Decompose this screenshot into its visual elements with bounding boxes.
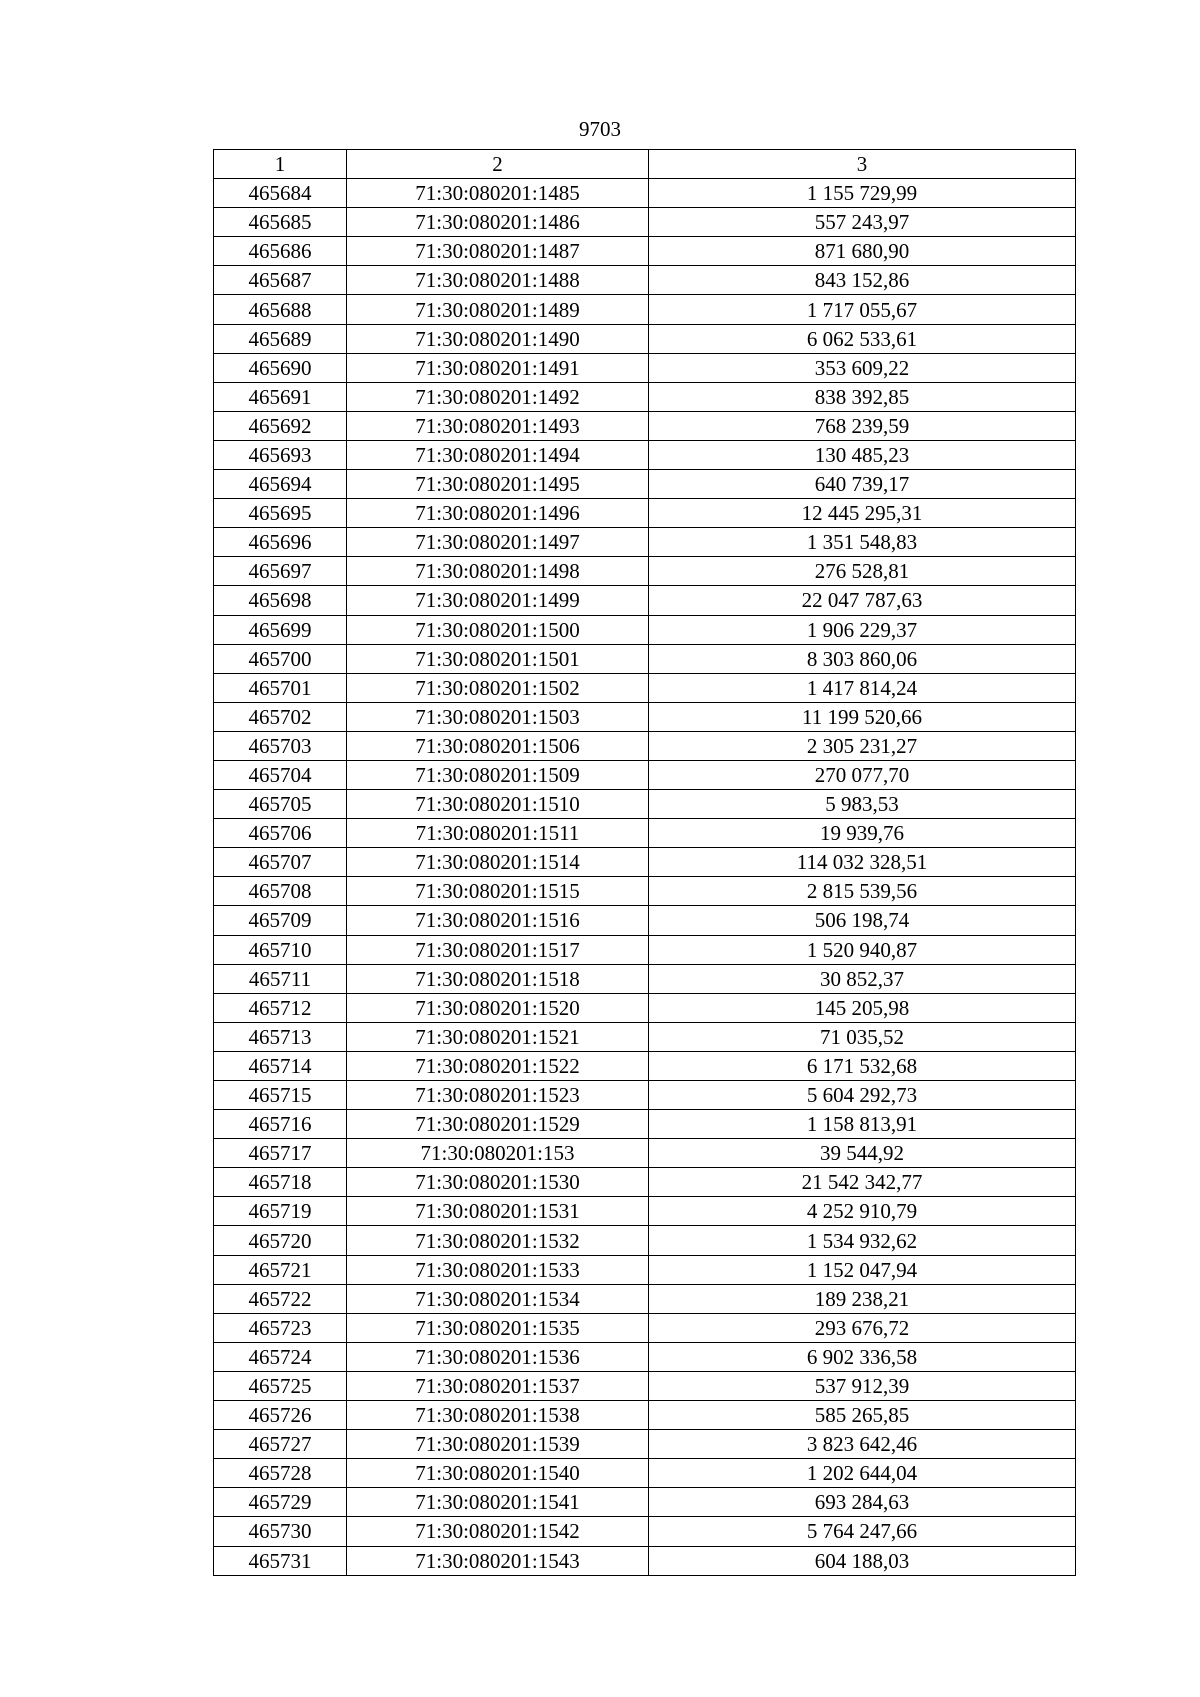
value-cell: 71 035,52 — [649, 1022, 1076, 1051]
cadastral-number-cell: 71:30:080201:1502 — [347, 673, 649, 702]
row-number-cell: 465721 — [214, 1255, 347, 1284]
cadastral-number-cell: 71:30:080201:1496 — [347, 499, 649, 528]
cadastral-number-cell: 71:30:080201:1494 — [347, 440, 649, 469]
table-row — [214, 1139, 1076, 1168]
row-number-cell: 465730 — [214, 1517, 347, 1546]
row-number-cell: 465686 — [214, 237, 347, 266]
page-number: 9703 — [579, 117, 621, 141]
row-number-cell: 465698 — [214, 586, 347, 615]
table-row — [214, 1430, 1076, 1459]
table-body — [214, 179, 1076, 1576]
cadastral-number-cell: 71:30:080201:1501 — [347, 644, 649, 673]
value-cell: 6 171 532,68 — [649, 1051, 1076, 1080]
value-cell: 768 239,59 — [649, 411, 1076, 440]
value-cell: 5 604 292,73 — [649, 1081, 1076, 1110]
value-cell: 11 199 520,66 — [649, 702, 1076, 731]
value-cell: 1 351 548,83 — [649, 528, 1076, 557]
value-cell: 293 676,72 — [649, 1313, 1076, 1342]
row-number-cell: 465691 — [214, 382, 347, 411]
cadastral-number-cell: 71:30:080201:1491 — [347, 353, 649, 382]
cadastral-number-cell: 71:30:080201:1486 — [347, 208, 649, 237]
table-row — [214, 790, 1076, 819]
cadastral-number-cell: 71:30:080201:1518 — [347, 964, 649, 993]
row-number-cell: 465718 — [214, 1168, 347, 1197]
row-number-cell: 465685 — [214, 208, 347, 237]
row-number-cell: 465703 — [214, 731, 347, 760]
table-row — [214, 877, 1076, 906]
table-row — [214, 1110, 1076, 1139]
table-row — [214, 1168, 1076, 1197]
cadastral-number-cell: 71:30:080201:1531 — [347, 1197, 649, 1226]
row-number-cell: 465702 — [214, 702, 347, 731]
value-cell: 1 520 940,87 — [649, 935, 1076, 964]
value-cell: 838 392,85 — [649, 382, 1076, 411]
row-number-cell: 465723 — [214, 1313, 347, 1342]
table-row — [214, 1051, 1076, 1080]
row-number-cell: 465724 — [214, 1342, 347, 1371]
value-cell: 557 243,97 — [649, 208, 1076, 237]
cadastral-number-cell: 71:30:080201:1537 — [347, 1371, 649, 1400]
cadastral-number-cell: 71:30:080201:1514 — [347, 848, 649, 877]
cadastral-number-cell: 71:30:080201:1530 — [347, 1168, 649, 1197]
value-cell: 6 902 336,58 — [649, 1342, 1076, 1371]
table-row — [214, 586, 1076, 615]
row-number-cell: 465712 — [214, 993, 347, 1022]
cadastral-number-cell: 71:30:080201:1485 — [347, 179, 649, 208]
row-number-cell: 465709 — [214, 906, 347, 935]
cadastral-number-cell: 71:30:080201:1506 — [347, 731, 649, 760]
value-cell: 640 739,17 — [649, 470, 1076, 499]
row-number-cell: 465720 — [214, 1226, 347, 1255]
row-number-cell: 465700 — [214, 644, 347, 673]
row-number-cell: 465694 — [214, 470, 347, 499]
value-cell: 6 062 533,61 — [649, 324, 1076, 353]
value-cell: 2 815 539,56 — [649, 877, 1076, 906]
table-row — [214, 179, 1076, 208]
table-row — [214, 557, 1076, 586]
value-cell: 693 284,63 — [649, 1488, 1076, 1517]
row-number-cell: 465719 — [214, 1197, 347, 1226]
cadastral-number-cell: 71:30:080201:1498 — [347, 557, 649, 586]
row-number-cell: 465705 — [214, 790, 347, 819]
table-row — [214, 935, 1076, 964]
table-header-row — [214, 150, 1076, 179]
cadastral-number-cell: 71:30:080201:1541 — [347, 1488, 649, 1517]
table-row — [214, 702, 1076, 731]
table-row — [214, 470, 1076, 499]
cadastral-number-cell: 71:30:080201:1536 — [347, 1342, 649, 1371]
value-cell: 1 534 932,62 — [649, 1226, 1076, 1255]
table-row — [214, 499, 1076, 528]
cadastral-number-cell: 71:30:080201:1499 — [347, 586, 649, 615]
value-cell: 8 303 860,06 — [649, 644, 1076, 673]
row-number-cell: 465701 — [214, 673, 347, 702]
cadastral-number-cell: 71:30:080201:1542 — [347, 1517, 649, 1546]
cadastral-number-cell: 71:30:080201:153 — [347, 1139, 649, 1168]
cadastral-number-cell: 71:30:080201:1511 — [347, 819, 649, 848]
value-cell: 1 152 047,94 — [649, 1255, 1076, 1284]
row-number-cell: 465706 — [214, 819, 347, 848]
value-cell: 130 485,23 — [649, 440, 1076, 469]
cadastral-number-cell: 71:30:080201:1493 — [347, 411, 649, 440]
cadastral-number-cell: 71:30:080201:1534 — [347, 1284, 649, 1313]
cadastral-number-cell: 71:30:080201:1533 — [347, 1255, 649, 1284]
row-number-cell: 465717 — [214, 1139, 347, 1168]
value-cell: 5 764 247,66 — [649, 1517, 1076, 1546]
table-row — [214, 1284, 1076, 1313]
cadastral-number-cell: 71:30:080201:1497 — [347, 528, 649, 557]
row-number-cell: 465688 — [214, 295, 347, 324]
cadastral-number-cell: 71:30:080201:1523 — [347, 1081, 649, 1110]
cadastral-number-cell: 71:30:080201:1492 — [347, 382, 649, 411]
value-cell: 12 445 295,31 — [649, 499, 1076, 528]
value-cell: 145 205,98 — [649, 993, 1076, 1022]
value-cell: 353 609,22 — [649, 353, 1076, 382]
row-number-cell: 465708 — [214, 877, 347, 906]
column-header: 3 — [649, 150, 1076, 179]
cadastral-number-cell: 71:30:080201:1517 — [347, 935, 649, 964]
table-row — [214, 1313, 1076, 1342]
row-number-cell: 465687 — [214, 266, 347, 295]
table-row — [214, 1342, 1076, 1371]
table-row — [214, 237, 1076, 266]
value-cell: 21 542 342,77 — [649, 1168, 1076, 1197]
table-row — [214, 819, 1076, 848]
row-number-cell: 465715 — [214, 1081, 347, 1110]
row-number-cell: 465693 — [214, 440, 347, 469]
table-row — [214, 295, 1076, 324]
value-cell: 114 032 328,51 — [649, 848, 1076, 877]
table-row — [214, 993, 1076, 1022]
table-row — [214, 964, 1076, 993]
table-row — [214, 324, 1076, 353]
row-number-cell: 465726 — [214, 1401, 347, 1430]
value-cell: 19 939,76 — [649, 819, 1076, 848]
cadastral-number-cell: 71:30:080201:1516 — [347, 906, 649, 935]
value-cell: 1 717 055,67 — [649, 295, 1076, 324]
row-number-cell: 465725 — [214, 1371, 347, 1400]
cadastral-number-cell: 71:30:080201:1490 — [347, 324, 649, 353]
cadastral-number-cell: 71:30:080201:1510 — [347, 790, 649, 819]
cadastral-number-cell: 71:30:080201:1500 — [347, 615, 649, 644]
row-number-cell: 465696 — [214, 528, 347, 557]
table-row — [214, 760, 1076, 789]
cadastral-number-cell: 71:30:080201:1521 — [347, 1022, 649, 1051]
table-row — [214, 353, 1076, 382]
value-cell: 5 983,53 — [649, 790, 1076, 819]
table-row — [214, 1459, 1076, 1488]
table-row — [214, 1197, 1076, 1226]
cadastral-number-cell: 71:30:080201:1503 — [347, 702, 649, 731]
row-number-cell: 465699 — [214, 615, 347, 644]
value-cell: 1 158 813,91 — [649, 1110, 1076, 1139]
value-cell: 39 544,92 — [649, 1139, 1076, 1168]
column-header: 2 — [347, 150, 649, 179]
table-row — [214, 644, 1076, 673]
value-cell: 4 252 910,79 — [649, 1197, 1076, 1226]
row-number-cell: 465722 — [214, 1284, 347, 1313]
value-cell: 3 823 642,46 — [649, 1430, 1076, 1459]
cadastral-number-cell: 71:30:080201:1540 — [347, 1459, 649, 1488]
row-number-cell: 465727 — [214, 1430, 347, 1459]
table-row — [214, 528, 1076, 557]
cadastral-number-cell: 71:30:080201:1539 — [347, 1430, 649, 1459]
cadastral-number-cell: 71:30:080201:1529 — [347, 1110, 649, 1139]
value-cell: 1 155 729,99 — [649, 179, 1076, 208]
row-number-cell: 465695 — [214, 499, 347, 528]
row-number-cell: 465714 — [214, 1051, 347, 1080]
table-row — [214, 1546, 1076, 1575]
table-row — [214, 848, 1076, 877]
table-row — [214, 382, 1076, 411]
cadastral-number-cell: 71:30:080201:1538 — [347, 1401, 649, 1430]
table-row — [214, 1226, 1076, 1255]
table-row — [214, 1081, 1076, 1110]
value-cell: 2 305 231,27 — [649, 731, 1076, 760]
value-cell: 506 198,74 — [649, 906, 1076, 935]
table-row — [214, 266, 1076, 295]
value-cell: 537 912,39 — [649, 1371, 1076, 1400]
cadastral-number-cell: 71:30:080201:1495 — [347, 470, 649, 499]
table-row — [214, 906, 1076, 935]
value-cell: 189 238,21 — [649, 1284, 1076, 1313]
table-row — [214, 1022, 1076, 1051]
row-number-cell: 465684 — [214, 179, 347, 208]
table-row — [214, 731, 1076, 760]
row-number-cell: 465710 — [214, 935, 347, 964]
cadastral-number-cell: 71:30:080201:1532 — [347, 1226, 649, 1255]
row-number-cell: 465689 — [214, 324, 347, 353]
table-row — [214, 673, 1076, 702]
row-number-cell: 465716 — [214, 1110, 347, 1139]
cadastral-number-cell: 71:30:080201:1520 — [347, 993, 649, 1022]
table-row — [214, 615, 1076, 644]
cadastral-number-cell: 71:30:080201:1487 — [347, 237, 649, 266]
cadastral-number-cell: 71:30:080201:1509 — [347, 760, 649, 789]
cadastral-number-cell: 71:30:080201:1522 — [347, 1051, 649, 1080]
value-cell: 22 047 787,63 — [649, 586, 1076, 615]
table-row — [214, 1401, 1076, 1430]
value-cell: 270 077,70 — [649, 760, 1076, 789]
value-cell: 871 680,90 — [649, 237, 1076, 266]
table-row — [214, 440, 1076, 469]
table-row — [214, 1255, 1076, 1284]
row-number-cell: 465697 — [214, 557, 347, 586]
table-row — [214, 411, 1076, 440]
value-cell: 604 188,03 — [649, 1546, 1076, 1575]
row-number-cell: 465729 — [214, 1488, 347, 1517]
value-cell: 585 265,85 — [649, 1401, 1076, 1430]
table-row — [214, 1488, 1076, 1517]
row-number-cell: 465711 — [214, 964, 347, 993]
data-table — [213, 149, 1076, 1576]
table-row — [214, 208, 1076, 237]
row-number-cell: 465692 — [214, 411, 347, 440]
cadastral-number-cell: 71:30:080201:1488 — [347, 266, 649, 295]
row-number-cell: 465690 — [214, 353, 347, 382]
table-row — [214, 1371, 1076, 1400]
value-cell: 1 906 229,37 — [649, 615, 1076, 644]
value-cell: 843 152,86 — [649, 266, 1076, 295]
row-number-cell: 465713 — [214, 1022, 347, 1051]
value-cell: 1 202 644,04 — [649, 1459, 1076, 1488]
value-cell: 30 852,37 — [649, 964, 1076, 993]
cadastral-number-cell: 71:30:080201:1515 — [347, 877, 649, 906]
cadastral-number-cell: 71:30:080201:1535 — [347, 1313, 649, 1342]
row-number-cell: 465731 — [214, 1546, 347, 1575]
column-header: 1 — [214, 150, 347, 179]
cadastral-number-cell: 71:30:080201:1543 — [347, 1546, 649, 1575]
cadastral-number-cell: 71:30:080201:1489 — [347, 295, 649, 324]
row-number-cell: 465704 — [214, 760, 347, 789]
value-cell: 1 417 814,24 — [649, 673, 1076, 702]
row-number-cell: 465728 — [214, 1459, 347, 1488]
value-cell: 276 528,81 — [649, 557, 1076, 586]
row-number-cell: 465707 — [214, 848, 347, 877]
table-row — [214, 1517, 1076, 1546]
